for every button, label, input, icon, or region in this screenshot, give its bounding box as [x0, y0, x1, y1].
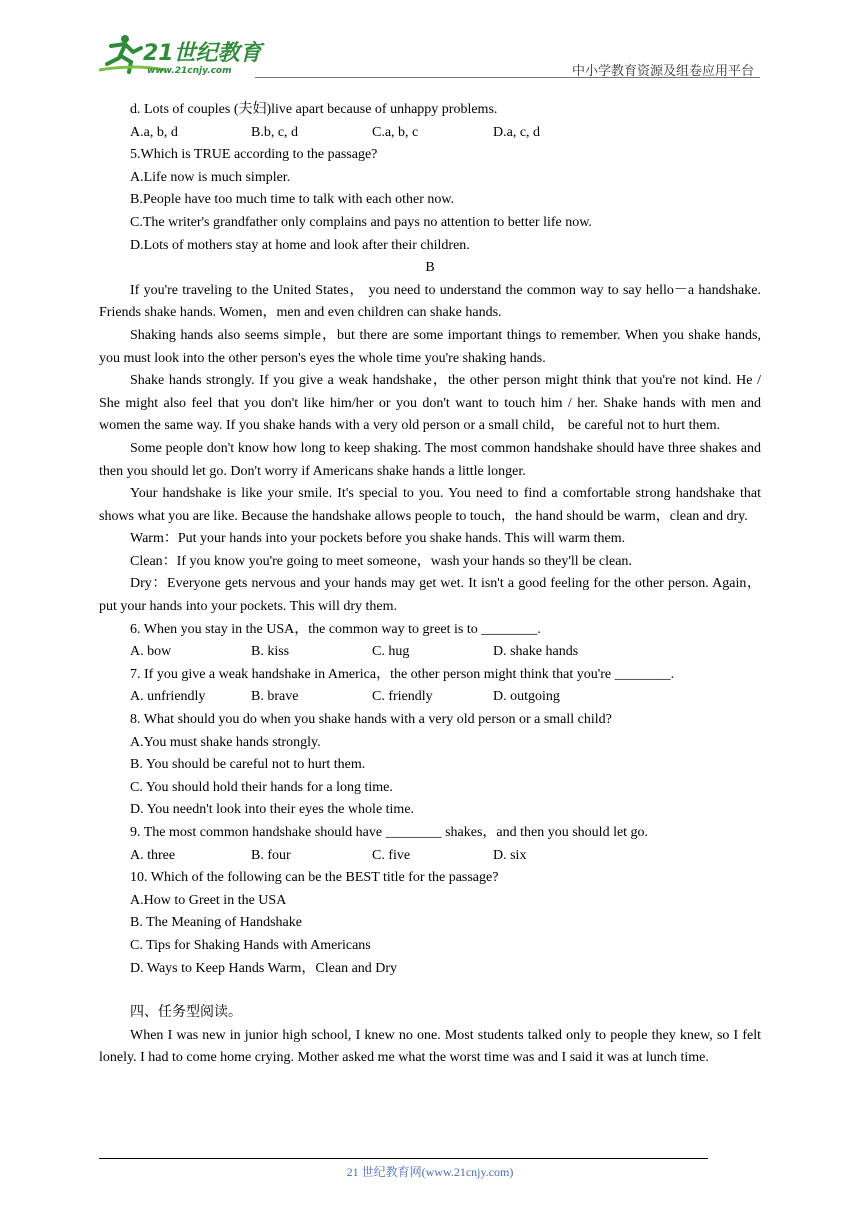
- paragraph: Some people don't know how long to keep shaking. The most common handshake should have three shakes and then you should let go. Don't worry if Americans shake hands a little longer.: [99, 440, 761, 479]
- paragraph: Your handshake is like your smile. It's special to you. You need to find a comfortable strong handshake that shows what you are like. Because the handshake allows people to touch，the hand should be warm，clean and dry.: [99, 486, 761, 524]
- paragraph: Dry：Everyone gets nervous and your hands may get wet. It isn't a good feeling for the other person. Again，put your hands into your pockets. This will dry them.: [99, 576, 761, 615]
- text-line: C.The writer's grandfather only complains and pays no attention to better life now.: [130, 214, 592, 230]
- document-body: [99, 99, 761, 1070]
- text-line: D. Ways to Keep Hands Warm，Clean and Dry: [130, 960, 398, 976]
- text-line: Warm：Put your hands into your pockets before you shake hands. This will warm them.: [130, 531, 626, 547]
- answer-option: B.b, c, d: [251, 124, 299, 140]
- answer-option: B. kiss: [251, 644, 290, 660]
- page-header: [95, 32, 760, 78]
- header-divider: [255, 77, 760, 78]
- text-line: B. You should be careful not to hurt them.: [130, 757, 366, 773]
- header-tagline: 中小学教育资源及组卷应用平台: [571, 64, 754, 79]
- text-line: D.Lots of mothers stay at home and look after their children.: [130, 237, 470, 253]
- answer-options: [99, 686, 761, 709]
- text-line: 10. Which of the following can be the BEST title for the passage?: [130, 870, 499, 886]
- answer-option: A.a, b, d: [130, 124, 178, 140]
- text-line: 6. When you stay in the USA，the common way to greet is to ________.: [130, 621, 541, 637]
- site-logo: [95, 32, 265, 76]
- text-line: 5.Which is TRUE according to the passage?: [130, 147, 378, 163]
- footer-divider: [99, 1158, 708, 1159]
- paragraph: Shake hands strongly. If you give a weak handshake，the other person might think that you're not kind. He / She might also feel that you don't like him/her or you don't want to touch him / her. Shake hands with men and women the same way. If you shake hands with a very old person or a small child， be careful not to hurt them.: [99, 373, 761, 434]
- text-line: 8. What should you do when you shake hands with a very old person or a small child?: [130, 712, 612, 728]
- blank-line: [99, 980, 761, 1002]
- answer-option: B. four: [251, 847, 291, 863]
- answer-option: D. shake hands: [493, 644, 579, 660]
- text-line: C. You should hold their hands for a long time.: [130, 779, 393, 795]
- answer-option: A. unfriendly: [130, 689, 206, 705]
- paragraph: If you're traveling to the United States， you need to understand the common way to say hello－a handshake. Friends shake hands. Women，men and even children can shake hands.: [99, 282, 761, 321]
- answer-option: C. friendly: [372, 689, 433, 705]
- answer-option: C. five: [372, 847, 411, 863]
- text-line: A.Life now is much simpler.: [130, 169, 291, 185]
- answer-option: C. hug: [372, 644, 410, 660]
- answer-options: [99, 845, 761, 868]
- text-line: 四、任务型阅读。: [130, 1005, 242, 1021]
- text-line: 7. If you give a weak handshake in America，the other person might think that you're ________.: [130, 666, 675, 682]
- text-line: B.People have too much time to talk with each other now.: [130, 192, 455, 208]
- answer-option: A. bow: [130, 644, 172, 660]
- answer-option: D.a, c, d: [493, 124, 541, 140]
- text-line: 9. The most common handshake should have ________ shakes，and then you should let go.: [130, 825, 649, 840]
- text-line: Clean：If you know you're going to meet someone，wash your hands so they'll be clean.: [130, 553, 632, 569]
- text-line: B. The Meaning of Handshake: [130, 915, 302, 931]
- logo-url: www.21cnjy.com: [147, 66, 232, 76]
- text-line: A.You must shake hands strongly.: [130, 734, 321, 750]
- answer-option: A. three: [130, 847, 176, 863]
- text-line: d. Lots of couples (夫妇)live apart because of unhappy problems.: [130, 102, 498, 117]
- answer-options: [99, 122, 761, 145]
- answer-option: C.a, b, c: [372, 124, 419, 140]
- text-line: A.How to Greet in the USA: [130, 892, 287, 908]
- text-line: D. You needn't look into their eyes the whole time.: [130, 802, 415, 818]
- answer-option: B. brave: [251, 689, 299, 705]
- logo-text: 21世纪教育: [143, 41, 262, 66]
- text-line: C. Tips for Shaking Hands with Americans: [130, 937, 371, 953]
- paragraph: Shaking hands also seems simple，but there are some important things to remember. When you shake hands, you must look into the other person's eyes the whole time you're shaking hands.: [99, 327, 761, 366]
- footer-source: 21 世纪教育网(www.21cnjy.com): [346, 1165, 514, 1179]
- paragraph: When I was new in junior high school, I knew no one. Most students talked only to people they knew, so I felt lonely. I had to come home crying. Mother asked me what the worst time was and I said it was at lunch time.: [99, 1027, 761, 1066]
- answer-option: D. six: [493, 847, 527, 863]
- text-line: B: [425, 260, 435, 276]
- answer-option: D. outgoing: [493, 689, 560, 705]
- answer-options: [99, 641, 761, 664]
